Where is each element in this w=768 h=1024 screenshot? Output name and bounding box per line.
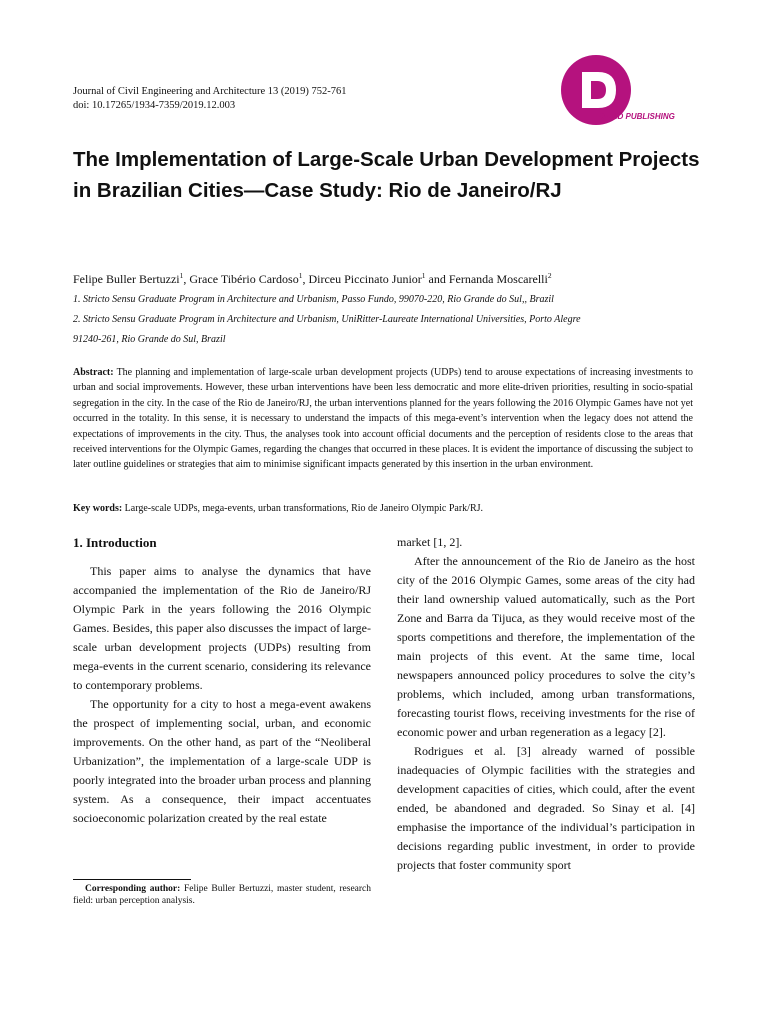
author-list <box>73 271 552 287</box>
abstract-text: The planning and implementation of large-scale urban development projects (UDPs) tend to arouse expectations of increasing investments to urban and social improvements. However, these urban interventions have been less democratic and more elite-driven priorities, resulting in socio-spatial segregation in the city. In the case of the Rio de Janeiro/RJ, the urban interventions planned for the years following the 2016 Olympic Games have not yet occurred in the totality. In this sense, it is necessary to understand the impacts of this mega-event’s intervention when the legacy does not attend the expectations of improvements in the city. Thus, the analyses took into account official documents and the perception of residents close to the areas that received interventions for the Olympic Games, regarding the changes that occurred in these places. It is evident the importance of discussing the subject to later outline guidelines or strategies that aim to minimise significant impacts generated by this insertion in the urban environment. <box>73 367 693 471</box>
abstract-label: Abstract: <box>73 367 114 378</box>
body-paragraph-continuation: market [1, 2]. <box>397 535 463 549</box>
affiliation-2-continued: 91240-261, Rio Grande do Sul, Brazil <box>73 334 226 345</box>
author-affiliation-mark: 1 <box>179 271 184 280</box>
affiliation-1: 1. Stricto Sensu Graduate Program in Architecture and Urbanism, Passo Fundo, 99070-220, Rio Grande do Sul,, Brazil <box>73 294 554 305</box>
affiliation-2: 2. Stricto Sensu Graduate Program in Architecture and Urbanism, UniRitter-Laureate International Universities, Porto Alegre <box>73 314 581 325</box>
footnote-text: Felipe Buller Bertuzzi, master student, research field: urban perception analysis. <box>73 884 372 906</box>
footnote-label: Corresponding author: <box>85 884 181 894</box>
author-separator: and <box>425 272 449 286</box>
left-column <box>73 562 371 828</box>
journal-citation <box>73 85 347 113</box>
doi-line: doi: 10.17265/1934-7359/2019.12.003 <box>73 100 236 111</box>
author-affiliation-mark: 2 <box>547 271 552 280</box>
author-name: Grace Tibério Cardoso <box>189 272 299 286</box>
author-separator: , <box>302 272 309 286</box>
journal-line: Journal of Civil Engineering and Architecture 13 (2019) 752-761 <box>73 86 347 97</box>
right-column <box>397 533 695 875</box>
abstract <box>73 365 693 473</box>
paper-title: The Implementation of Large-Scale Urban Development Projects in Brazilian Cities—Case Study: Rio de Janeiro/RJ <box>73 148 700 202</box>
body-paragraph: After the announcement of the Rio de Janeiro as the host city of the 2016 Olympic Games, some areas of the city had their land ownership valued automatically, such as the Port Zone and Barra da Tijuca, as they would receive most of the sports competitions and therefore, the implementation of the main projects of this event. At the same time, local newspapers announced policy procedures to solve the city’s problems, which included, among urban transformations, forecasting tourist flows, receiving investments for the rise of economic power and urban regeneration as a legacy [2]. <box>397 554 695 739</box>
body-paragraph: This paper aims to analyse the dynamics that have accompanied the implementation of the Rio de Janeiro/RJ Olympic Park in the years following the 2016 Olympic Games. Besides, this paper also discusses the impact of large-scale urban development projects (UDPs) resulting from mega-events in the current scenario, considering its relevance to contemporary problems. <box>73 564 371 692</box>
keywords-text: Large-scale UDPs, mega-events, urban transformations, Rio de Janeiro Olympic Park/RJ. <box>124 503 484 514</box>
author-name: Felipe Buller Bertuzzi <box>73 272 180 286</box>
author-affiliation-mark: 1 <box>421 271 426 280</box>
footnote-divider <box>73 879 191 880</box>
body-paragraph: The opportunity for a city to host a mega-event awakens the prospect of implementing social, urban, and economic improvements. On the other hand, as part of the “Neoliberal Urbanization”, the implementation of a large-scale UDP is poorly integrated into the broader urban process and planning system. As a consequence, their impact accentuates socioeconomic polarization created by the real estate <box>73 697 371 825</box>
author-name: Fernanda Moscarelli <box>448 272 548 286</box>
body-paragraph: Rodrigues et al. [3] already warned of possible inadequacies of Olympic facilities with the strategies and development capacities of cities, which could, after the event ended, be abandoned and degraded. So Sinay et al. [4] emphasise the importance of the individual’s participation in decisions regarding public investment, in order to provide projects that foster community sport <box>397 744 695 872</box>
david-publishing-logo-icon <box>560 52 700 130</box>
logo-text: DAVID PUBLISHING <box>599 112 675 121</box>
author-separator: , <box>183 272 190 286</box>
author-name: Dirceu Piccinato Junior <box>308 272 422 286</box>
keywords-label: Key words: <box>73 503 123 514</box>
author-affiliation-mark: 1 <box>298 271 303 280</box>
footnote <box>73 883 371 907</box>
publisher-logo <box>560 52 700 130</box>
section-heading: 1. Introduction <box>73 535 157 550</box>
keywords <box>73 503 483 514</box>
